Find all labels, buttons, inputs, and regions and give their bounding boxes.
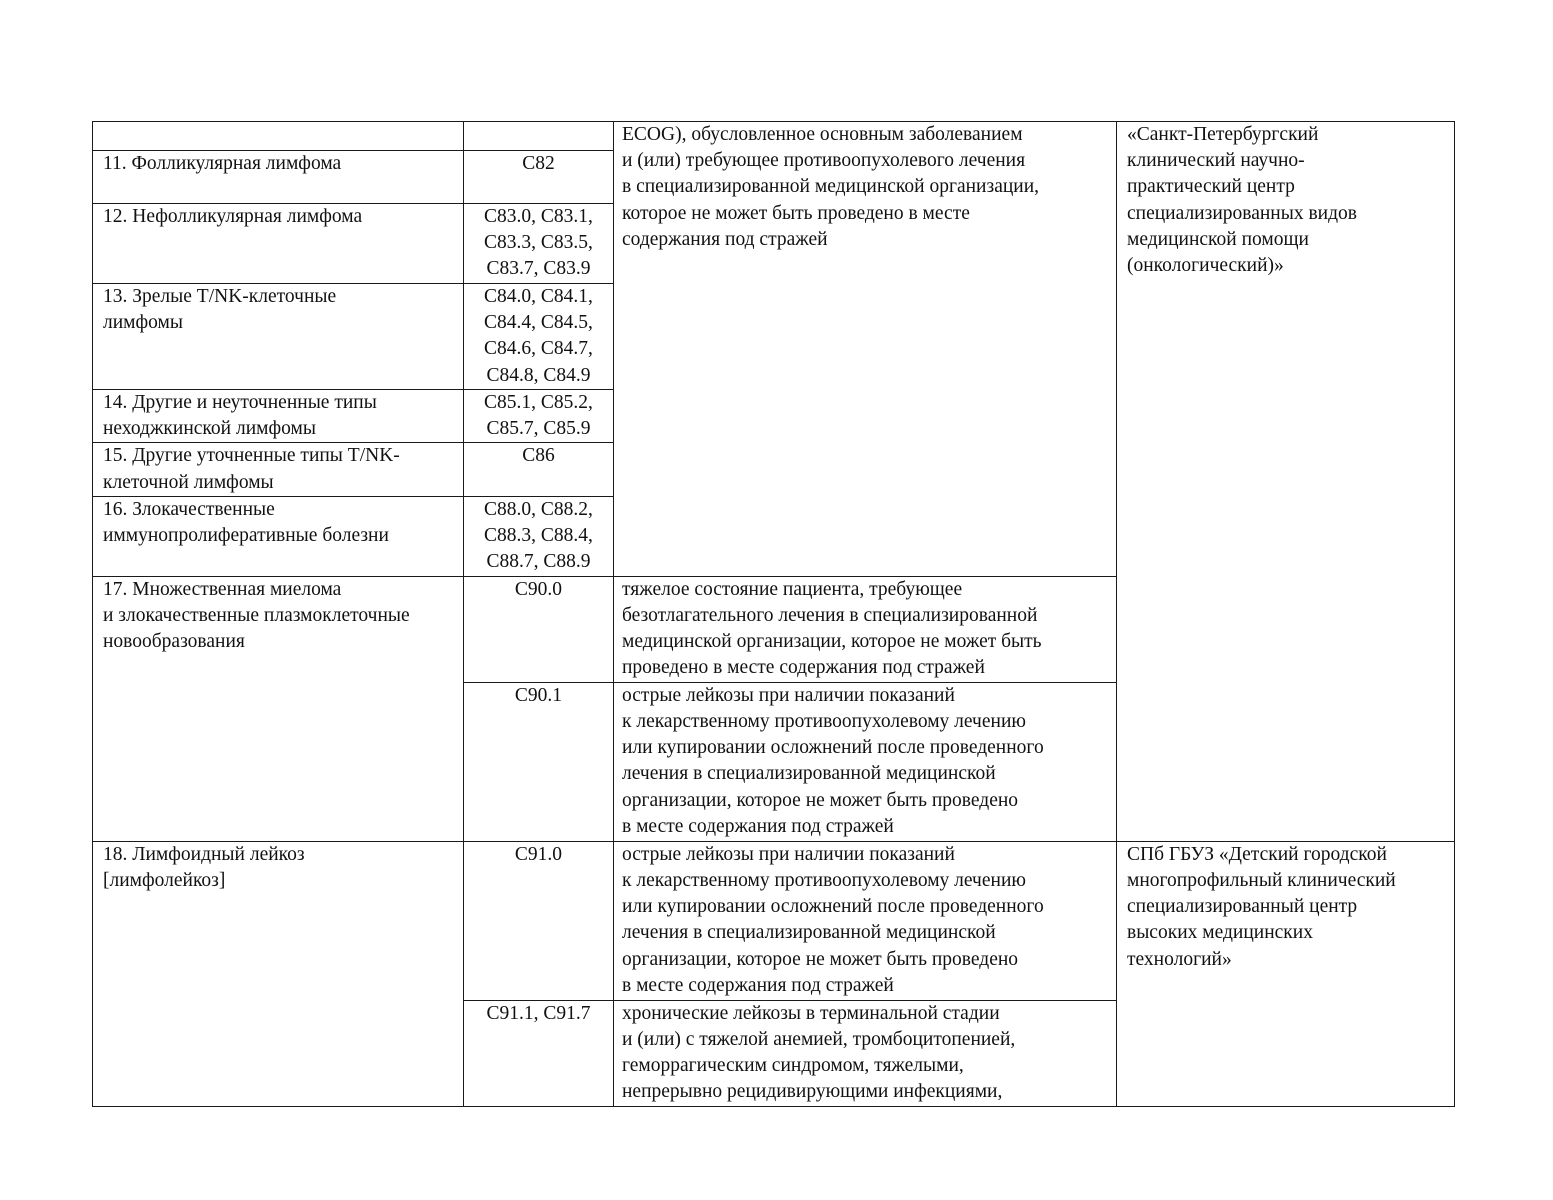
diagnosis-cell: 15. Другие уточненные типы T/NK- клеточной лимфомы bbox=[93, 443, 464, 496]
icd-code-cell: C84.0, C84.1, C84.4, C84.5, C84.6, C84.7, C84.8, C84.9 bbox=[464, 284, 614, 390]
diagnosis-cell: 12. Нефолликулярная лимфома bbox=[93, 204, 464, 284]
icd-code-cell: C85.1, C85.2, C85.7, C85.9 bbox=[464, 390, 614, 443]
icd-code-cell: C90.1 bbox=[464, 682, 614, 841]
icd-code-cell: C91.0 bbox=[464, 841, 614, 1000]
diagnosis-cell: 13. Зрелые T/NK-клеточные лимфомы bbox=[93, 284, 464, 390]
table-row bbox=[93, 841, 1455, 1000]
condition-cell: ECOG), обусловленное основным заболеванием и (или) требующее противоопухолевого лечения в специализированной медицинской организации, которое не может быть проведено в месте содержания под стражей bbox=[614, 122, 1117, 577]
table-row bbox=[93, 122, 1455, 151]
diagnosis-cell bbox=[93, 122, 464, 151]
icd-code-cell: C90.0 bbox=[464, 576, 614, 682]
icd-code-cell: C91.1, C91.7 bbox=[464, 1000, 614, 1106]
diagnosis-cell: 17. Множественная миелома и злокачественные плазмоклеточные новообразования bbox=[93, 576, 464, 841]
diagnosis-cell: 11. Фолликулярная лимфома bbox=[93, 151, 464, 204]
icd-code-cell bbox=[464, 122, 614, 151]
icd-code-cell: C82 bbox=[464, 151, 614, 204]
condition-cell: острые лейкозы при наличии показаний к лекарственному противоопухолевому лечению или купировании осложнений после проведенного лечения в специализированной медицинской организации, которое не может быть проведено в месте содержания под стражей bbox=[614, 682, 1117, 841]
condition-cell: хронические лейкозы в терминальной стадии и (или) с тяжелой анемией, тромбоцитопенией, геморрагическим синдромом, тяжелыми, непрерывно рецидивирующими инфекциями, bbox=[614, 1000, 1117, 1106]
organization-cell: СПб ГБУЗ «Детский городской многопрофильный клинический специализированный центр высоких медицинских технологий» bbox=[1117, 841, 1455, 1106]
icd-code-cell: C86 bbox=[464, 443, 614, 496]
condition-cell: острые лейкозы при наличии показаний к лекарственному противоопухолевому лечению или купировании осложнений после проведенного лечения в специализированной медицинской организации, которое не может быть проведено в месте содержания под стражей bbox=[614, 841, 1117, 1000]
diagnosis-cell: 16. Злокачественные иммунопролиферативные болезни bbox=[93, 496, 464, 576]
diagnosis-cell: 18. Лимфоидный лейкоз [лимфолейкоз] bbox=[93, 841, 464, 1106]
icd-code-cell: C88.0, C88.2, C88.3, C88.4, C88.7, C88.9 bbox=[464, 496, 614, 576]
condition-cell: тяжелое состояние пациента, требующее безотлагательного лечения в специализированной медицинской организации, которое не может быть проведено в месте содержания под стражей bbox=[614, 576, 1117, 682]
diagnosis-cell: 14. Другие и неуточненные типы неходжкинской лимфомы bbox=[93, 390, 464, 443]
organization-cell: «Санкт-Петербургский клинический научно- практический центр специализированных видов медицинской помощи (онкологический)» bbox=[1117, 122, 1455, 842]
disease-table bbox=[92, 121, 1455, 1107]
icd-code-cell: C83.0, C83.1, C83.3, C83.5, C83.7, C83.9 bbox=[464, 204, 614, 284]
